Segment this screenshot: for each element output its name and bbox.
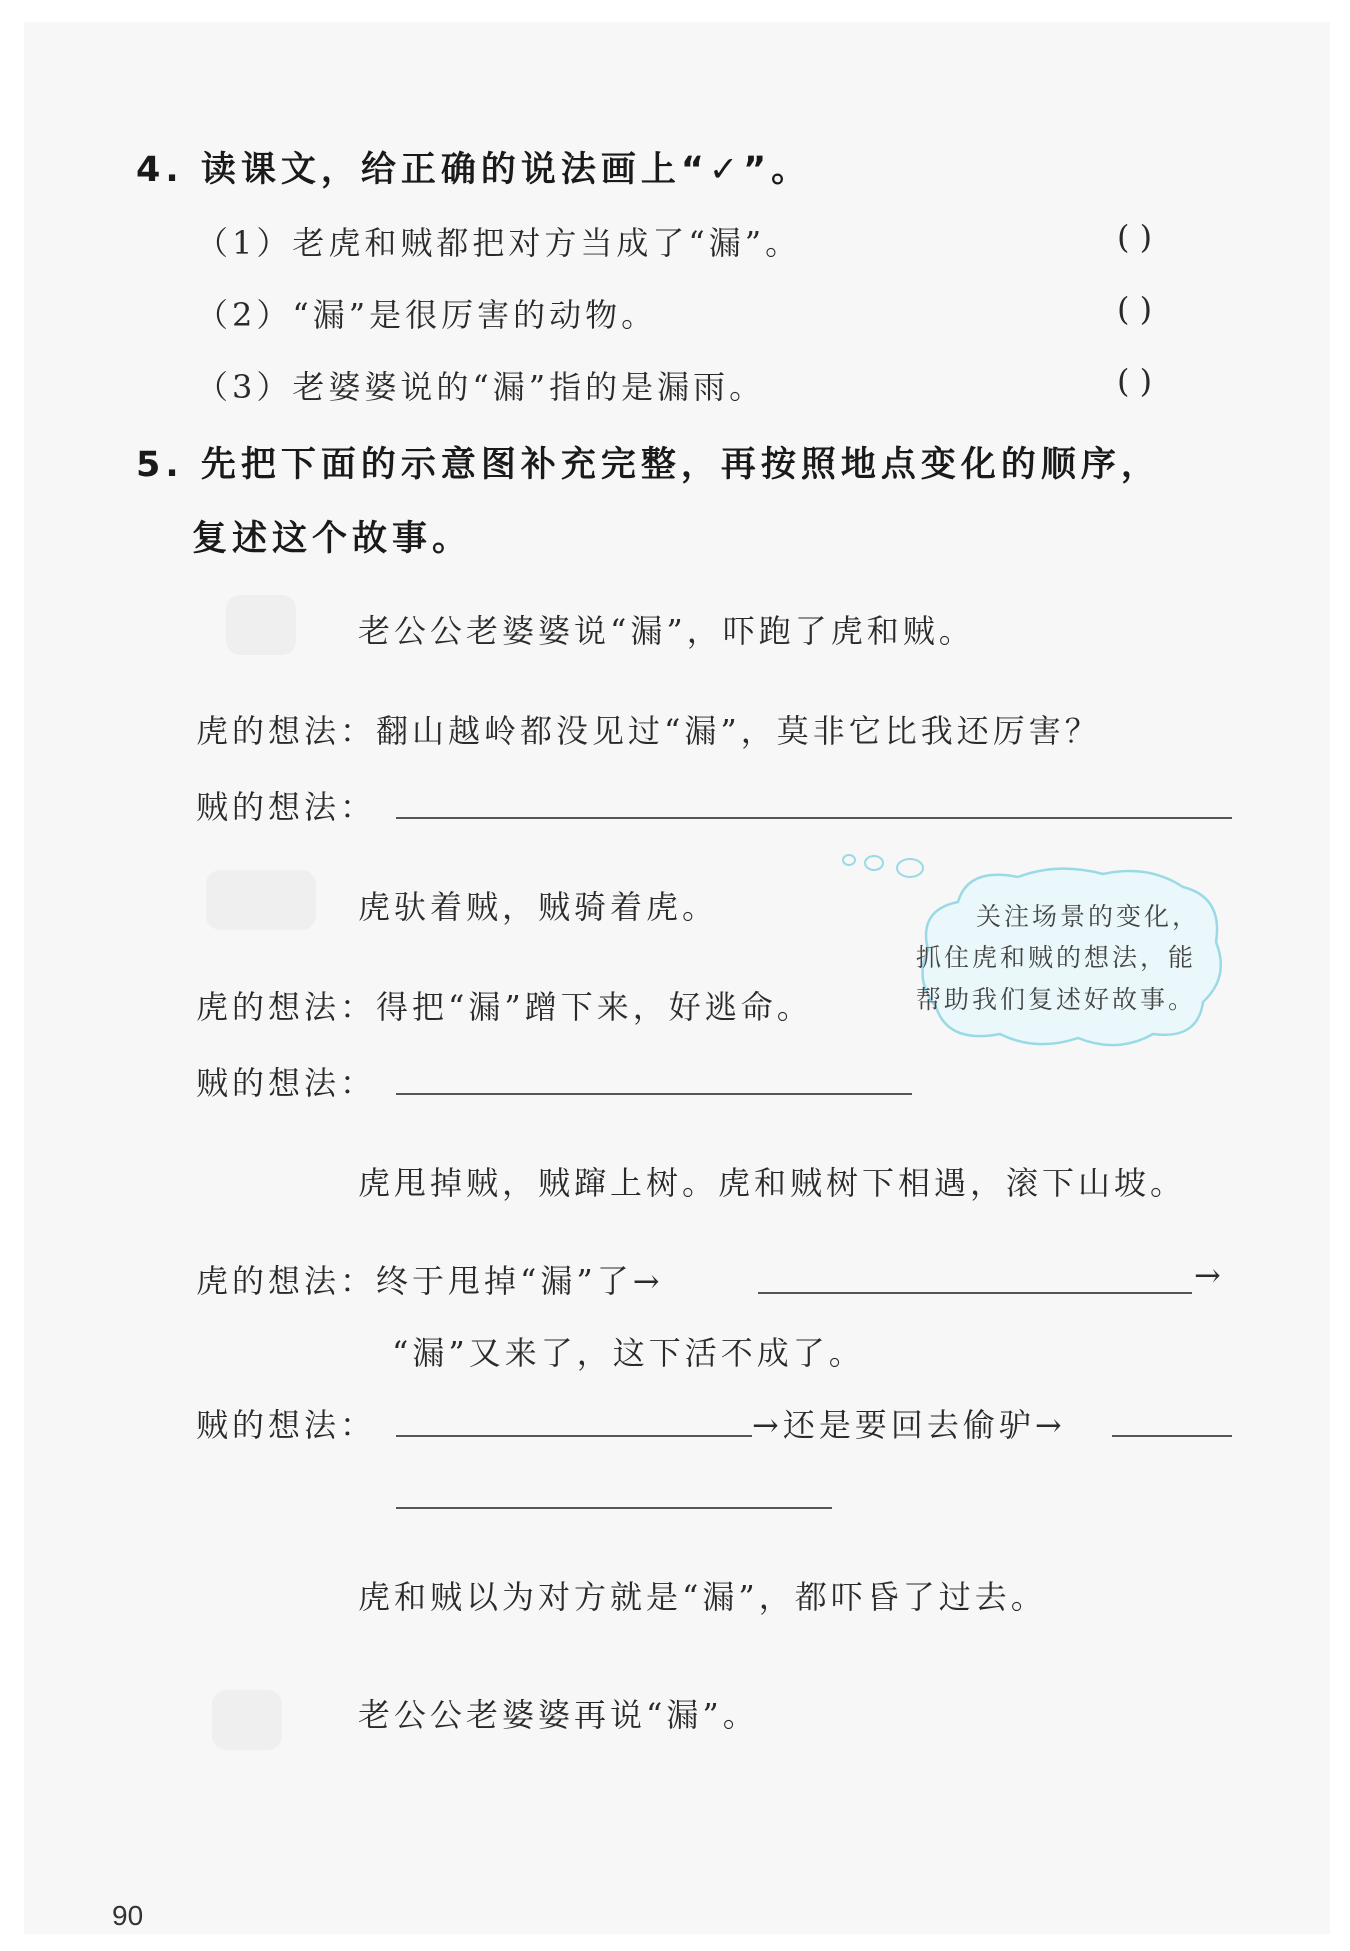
thief-thought-3-middle: →还是要回去偷驴→ [752, 1406, 1066, 1444]
thief-thought-3-label: 贼的想法： [196, 1406, 377, 1444]
tip-line-2: 抓住虎和贼的想法，能 [916, 943, 1197, 972]
thief-thought-3-answer-line-2[interactable] [1112, 1435, 1232, 1437]
tiger-thought-3-prefix: 虎的想法：终于甩掉“漏”了→ [196, 1262, 664, 1300]
thief-thought-3-answer-line-3[interactable] [396, 1507, 832, 1509]
q4-item-3: （3）老婆婆说的“漏”指的是漏雨。 [196, 368, 766, 406]
page-number: 90 [112, 1900, 144, 1931]
scene-house-icon-2 [212, 1690, 282, 1750]
tip-line-1: 关注场景的变化， [976, 902, 1201, 931]
q4-item-3-answer-box[interactable]: ( ) [1117, 362, 1153, 400]
thief-thought-2-answer-line[interactable] [396, 1093, 912, 1095]
thief-thought-1-label: 贼的想法： [196, 788, 377, 826]
q4-item-1: （1）老虎和贼都把对方当成了“漏”。 [196, 224, 802, 262]
question-5-title-line1: 5. 先把下面的示意图补充完整，再按照地点变化的顺序， [136, 445, 1161, 485]
tiger-thought-2: 虎的想法：得把“漏”蹭下来，好逃命。 [196, 988, 813, 1026]
tiger-thought-1: 虎的想法：翻山越岭都没见过“漏”，莫非它比我还厉害？ [196, 712, 1101, 750]
scene-mountain-icon [206, 870, 316, 930]
tiger-thought-3-line2: “漏”又来了，这下活不成了。 [392, 1334, 865, 1372]
tiger-thought-3-arrow: → [1194, 1256, 1225, 1294]
scene-2-text: 虎驮着贼，贼骑着虎。 [358, 888, 719, 926]
thought-bubble-dots [838, 846, 938, 886]
scene-house-icon [226, 595, 296, 655]
scene-3-text: 虎甩掉贼，贼蹿上树。虎和贼树下相遇，滚下山坡。 [358, 1164, 1187, 1202]
thief-thought-2-label: 贼的想法： [196, 1064, 377, 1102]
thief-thought-1-answer-line[interactable] [396, 817, 1232, 819]
question-4-title: 4. 读课文，给正确的说法画上“✓”。 [136, 150, 812, 190]
question-5-title-line2: 复述这个故事。 [192, 519, 473, 559]
scene-1-text: 老公公老婆婆说“漏”，吓跑了虎和贼。 [358, 612, 975, 650]
tiger-thought-3-answer-line[interactable] [758, 1292, 1192, 1294]
q4-item-2-answer-box[interactable]: ( ) [1117, 290, 1153, 328]
scene-4-text: 虎和贼以为对方就是“漏”，都吓昏了过去。 [358, 1578, 1047, 1616]
q4-item-1-answer-box[interactable]: ( ) [1117, 218, 1153, 256]
q4-item-2: （2）“漏”是很厉害的动物。 [196, 296, 658, 334]
tip-line-3: 帮助我们复述好故事。 [916, 985, 1197, 1014]
scene-5-text: 老公公老婆婆再说“漏”。 [358, 1696, 759, 1734]
thief-thought-3-answer-line-1[interactable] [396, 1435, 752, 1437]
